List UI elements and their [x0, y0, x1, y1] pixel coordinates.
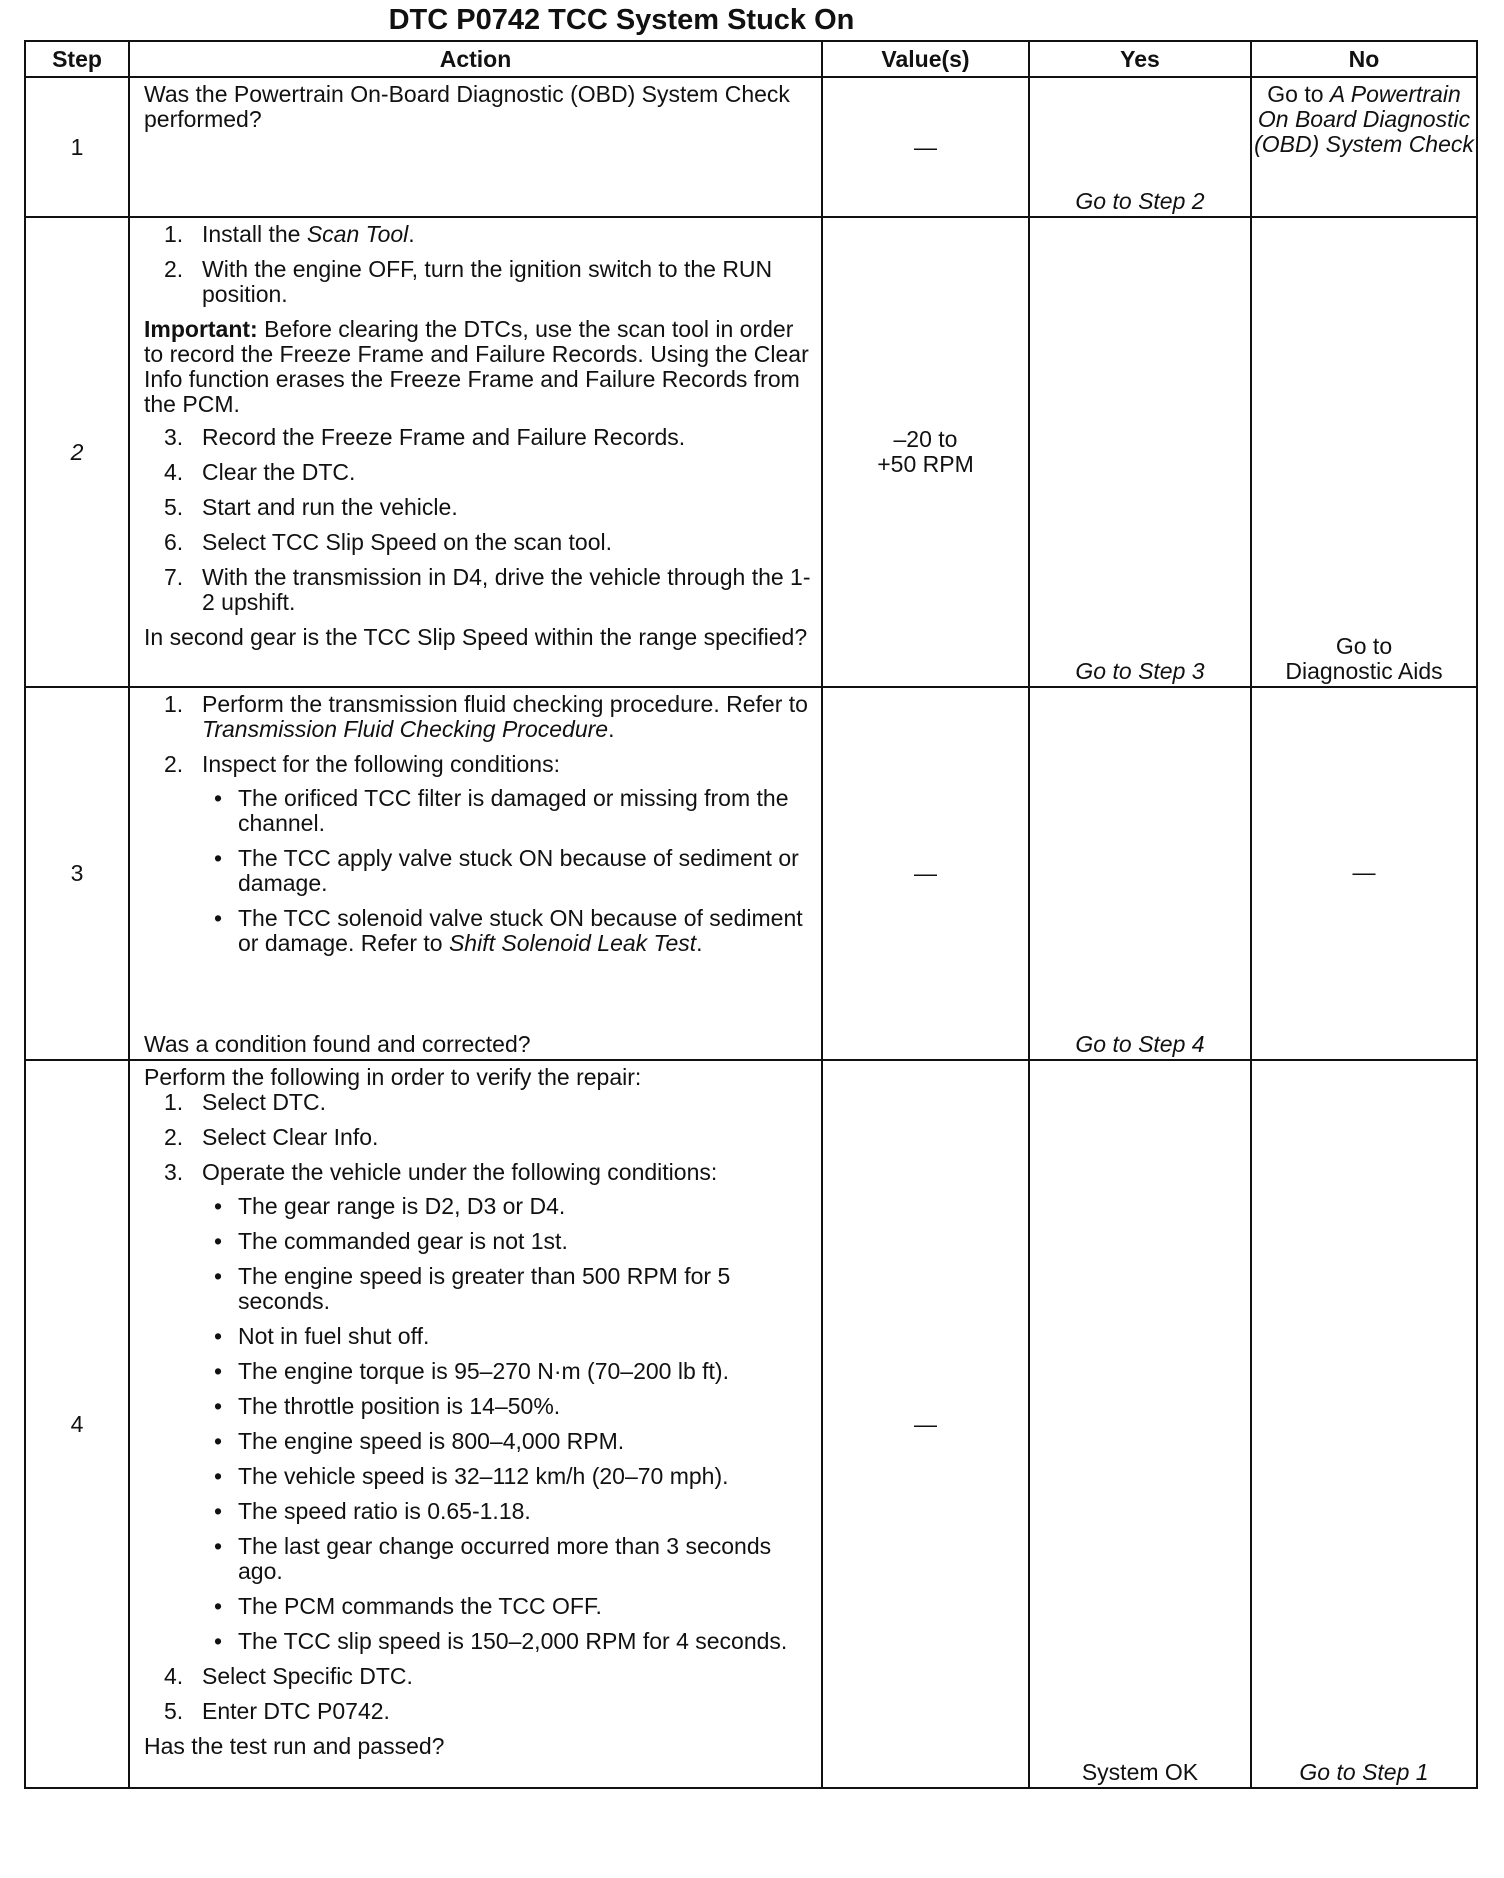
list-item: • The engine torque is 95–270 N·m (70–200 lb ft).	[202, 1359, 811, 1384]
yes-result: System OK	[1081, 1759, 1199, 1785]
list-item: 5. Enter DTC P0742.	[164, 1698, 390, 1724]
no-prefix: Go to	[1335, 633, 1393, 659]
no-dash: —	[1352, 859, 1376, 885]
question-text: In second gear is the TCC Slip Speed within the range specified?	[144, 624, 808, 650]
no-cell	[1251, 687, 1477, 1060]
table-row	[25, 77, 1477, 217]
list-item: • The engine speed is greater than 500 RPM for 5 seconds.	[202, 1264, 811, 1314]
yes-cell	[1029, 687, 1251, 1060]
list-item: 1. Select DTC.	[164, 1089, 326, 1115]
question-text: Has the test run and passed?	[144, 1733, 445, 1759]
action-cell	[129, 687, 822, 1060]
value-dash: —	[914, 860, 937, 886]
action-text: Was the Powertrain On-Board Diagnostic (OBD) System Check performed?	[144, 81, 790, 132]
list-item: 3. Operate the vehicle under the following conditions: • The gear range is D2, D3 or D4. • The commanded gear is not 1st. • The engine speed is greater than 500 RPM for 5 seconds. • Not in fuel shut off. • The engine torque is 95–270 N·m (70–200 lb ft). • The throttle position is 14–50%. • The engine speed is 800–4,000 RPM. • The vehicle speed is 32–112 km/h (20–70 mph). • The speed ratio is 0.65-1.18. • The last gear change occurred more than 3 seconds ago. • The PCM commands the TCC OFF. • The TCC slip speed is 150–2,000 RPM for 4 seconds.	[144, 1160, 811, 1654]
list-item: • The TCC apply valve stuck ON because of sediment or damage.	[202, 846, 811, 896]
intro-text: Perform the following in order to verify the repair:	[144, 1064, 642, 1090]
header-row	[25, 41, 1477, 77]
yes-link[interactable]: Go to Step 2	[1075, 188, 1205, 214]
list-item: 3. Record the Freeze Frame and Failure Records.	[164, 424, 686, 450]
list-item: • The vehicle speed is 32–112 km/h (20–70 mph).	[202, 1464, 811, 1489]
list-item: • The throttle position is 14–50%.	[202, 1394, 811, 1419]
list-item: • The last gear change occurred more than 3 seconds ago.	[202, 1534, 811, 1584]
value-cell	[822, 77, 1029, 217]
step-number: 3	[25, 687, 129, 1060]
list-item: • The engine speed is 800–4,000 RPM.	[202, 1429, 811, 1454]
value-dash: —	[914, 133, 937, 160]
list-item: • The commanded gear is not 1st.	[202, 1229, 811, 1254]
list-item: 6. Select TCC Slip Speed on the scan tool.	[164, 529, 612, 555]
list-item: 5. Start and run the vehicle.	[164, 494, 458, 520]
list-item: 2. With the engine OFF, turn the ignition switch to the RUN position.	[164, 256, 773, 307]
header-yes: Yes	[1029, 41, 1251, 77]
action-cell	[129, 1060, 822, 1788]
procedure-link[interactable]: Scan Tool	[306, 221, 409, 247]
conditions-list	[202, 1194, 811, 1654]
action-cell	[129, 77, 822, 217]
list-item: • The PCM commands the TCC OFF.	[202, 1594, 811, 1619]
no-link[interactable]: A Powertrain On Board Diagnostic (OBD) System Check	[1254, 81, 1474, 157]
header-action: Action	[129, 41, 822, 77]
important-note: Important: Before clearing the DTCs, use the scan tool in order to record the Freeze Frame and Failure Records. Using the Clear Info function erases the Freeze Frame and Failure Records from the PCM.	[144, 316, 809, 417]
no-cell	[1251, 77, 1477, 217]
list-item: • The TCC solenoid valve stuck ON because of sediment or damage. Refer to Shift Solenoid Leak Test.	[202, 906, 811, 956]
header-values: Value(s)	[822, 41, 1029, 77]
procedure-link[interactable]: Transmission Fluid Checking Procedure	[202, 716, 609, 742]
yes-cell	[1029, 217, 1251, 687]
no-prefix: Go to	[1267, 81, 1330, 107]
value-dash: —	[914, 1410, 937, 1437]
table-row	[25, 1060, 1477, 1788]
step-number: 4	[25, 1060, 129, 1788]
no-link[interactable]: Diagnostic Aids	[1285, 658, 1443, 684]
list-item: 1. Perform the transmission fluid checking procedure. Refer to Transmission Fluid Checking Procedure.	[164, 691, 808, 742]
list-item: • Not in fuel shut off.	[202, 1324, 811, 1349]
action-cell	[129, 217, 822, 687]
yes-cell	[1029, 1060, 1251, 1788]
no-cell	[1251, 1060, 1477, 1788]
list-item: 2. Inspect for the following conditions: • The orificed TCC filter is damaged or missing from the channel. • The TCC apply valve stuck ON because of sediment or damage. • The TCC solenoid valve stuck ON because of sediment or damage. Refer to Shift Solenoid Leak Test.	[144, 752, 811, 956]
table-row	[25, 687, 1477, 1060]
no-link[interactable]: Go to Step 1	[1299, 1759, 1429, 1785]
value-cell	[822, 687, 1029, 1060]
table-row	[25, 217, 1477, 687]
no-cell	[1251, 217, 1477, 687]
yes-cell	[1029, 77, 1251, 217]
value-line: –20 to	[893, 426, 958, 452]
list-item: 4. Select Specific DTC.	[164, 1663, 413, 1689]
yes-link[interactable]: Go to Step 3	[1075, 658, 1205, 684]
list-item: • The TCC slip speed is 150–2,000 RPM for 4 seconds.	[202, 1629, 811, 1654]
header-no: No	[1251, 41, 1477, 77]
list-item: 7. With the transmission in D4, drive the vehicle through the 1-2 upshift.	[164, 564, 811, 615]
value-cell	[822, 217, 1029, 687]
question-text: Was a condition found and corrected?	[144, 1031, 531, 1057]
step-number: 1	[25, 77, 129, 217]
yes-link[interactable]: Go to Step 4	[1075, 1031, 1205, 1057]
list-item: • The gear range is D2, D3 or D4.	[202, 1194, 811, 1219]
value-cell	[822, 1060, 1029, 1788]
procedure-link[interactable]: Shift Solenoid Leak Test	[448, 930, 697, 956]
diagnostic-table	[24, 40, 1478, 1789]
list-item: 4. Clear the DTC.	[164, 459, 356, 485]
list-item: 2. Select Clear Info.	[164, 1124, 379, 1150]
list-item: • The speed ratio is 0.65-1.18.	[202, 1499, 811, 1524]
document-title: DTC P0742 TCC System Stuck On	[388, 4, 855, 36]
header-step: Step	[25, 41, 129, 77]
step-number: 2	[25, 217, 129, 687]
list-item: 1. Install the Scan Tool.	[164, 221, 415, 247]
value-line: +50 RPM	[877, 451, 974, 477]
list-item: • The orificed TCC filter is damaged or missing from the channel.	[202, 786, 811, 836]
